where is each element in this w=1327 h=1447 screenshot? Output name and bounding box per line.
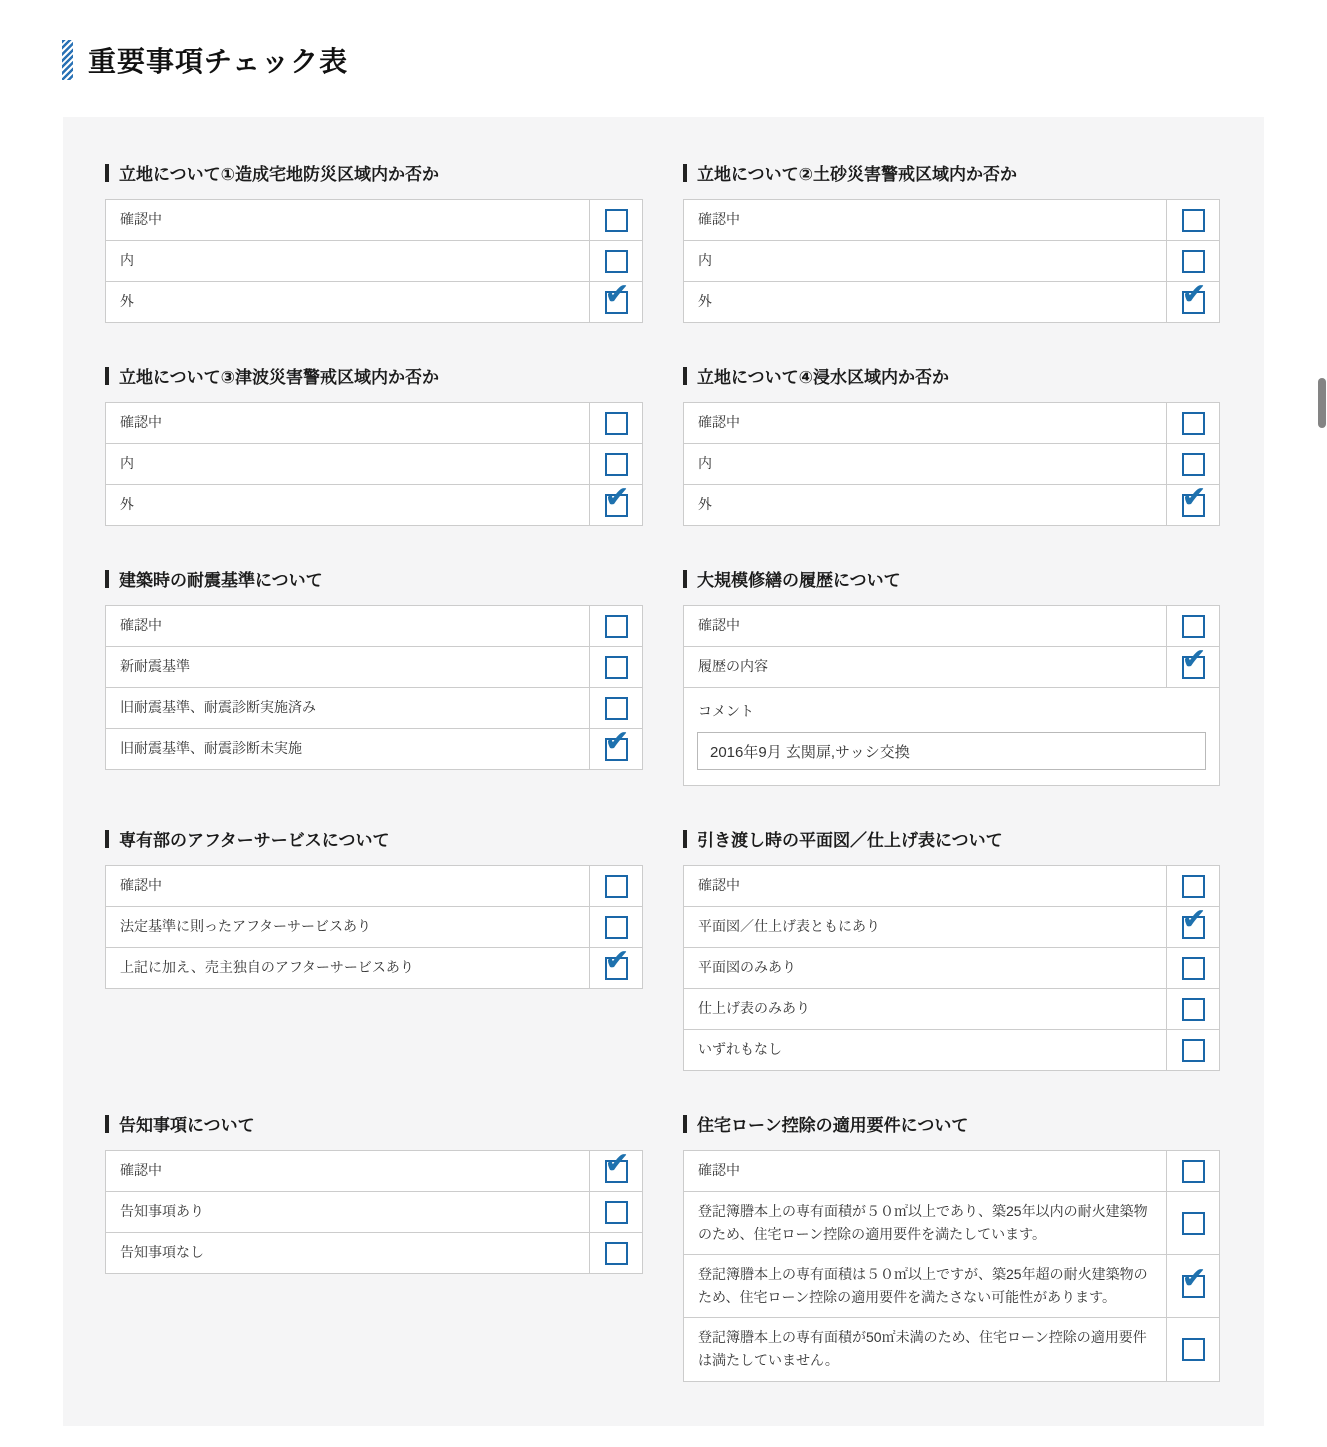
section-accent-bar (683, 830, 687, 848)
checkbox-cell[interactable] (1166, 241, 1219, 281)
row-label: 旧耐震基準、耐震診断未実施 (120, 740, 302, 757)
checkbox-cell[interactable] (589, 480, 642, 525)
section-accent-bar (683, 164, 687, 182)
checklist-section (683, 826, 1220, 1071)
checkmark-icon: ✔ (1181, 902, 1207, 936)
section-accent-bar (683, 1115, 687, 1133)
checkbox-cell[interactable] (589, 241, 642, 281)
section-header (105, 826, 643, 851)
row-label: 履歴の内容 (698, 658, 768, 675)
section-accent-bar (683, 570, 687, 588)
comment-label: コメント (698, 703, 754, 719)
row-label: 旧耐震基準、耐震診断実施済み (120, 699, 316, 716)
checkbox[interactable] (1182, 250, 1205, 273)
checkbox[interactable] (605, 453, 628, 476)
row-label: 内 (120, 455, 134, 472)
checkbox-cell[interactable] (589, 1192, 642, 1232)
row-label: 内 (698, 455, 712, 472)
checklist-section (683, 1111, 1220, 1382)
checklist-section (683, 363, 1220, 526)
checklist-table (683, 865, 1220, 1071)
row-label: 確認中 (698, 414, 740, 431)
section-header (683, 566, 1220, 591)
checklist-row (684, 902, 1219, 947)
title-accent-bar (62, 40, 73, 80)
section-header (105, 1111, 643, 1136)
checkbox[interactable] (1182, 615, 1205, 638)
section-accent-bar (105, 570, 109, 588)
section-title: 大規模修繕の履歴について (697, 571, 901, 590)
section-accent-bar (105, 164, 109, 182)
checkbox[interactable] (605, 250, 628, 273)
sections-grid (105, 160, 1220, 1382)
checkbox[interactable] (605, 697, 628, 720)
row-label: 平面図のみあり (698, 959, 796, 976)
checklist-row (106, 646, 642, 687)
page-title: 重要事項チェック表 (88, 46, 349, 77)
row-label: 仕上げ表のみあり (698, 1000, 810, 1017)
checklist-row (684, 443, 1219, 484)
checklist-row (684, 403, 1219, 443)
checklist-row (684, 1317, 1219, 1380)
checklist-table (105, 1146, 643, 1274)
section-header (683, 363, 1220, 388)
checkbox-cell[interactable] (589, 724, 642, 769)
checklist-section (683, 566, 1220, 786)
checkbox[interactable] (1182, 1338, 1205, 1361)
checklist-row (684, 606, 1219, 646)
checklist-row (106, 906, 642, 947)
checkbox[interactable] (604, 1146, 630, 1183)
checklist-row (684, 200, 1219, 240)
checklist-row (106, 606, 642, 646)
section-title: 立地について③津波災害警戒区域内か否か (119, 368, 440, 387)
checkbox-cell[interactable] (1166, 606, 1219, 646)
checkbox-cell[interactable] (589, 1146, 642, 1191)
checklist-table (105, 865, 643, 989)
checklist-row (684, 240, 1219, 281)
checkbox[interactable] (1181, 480, 1207, 517)
checkbox-cell[interactable] (1166, 1255, 1219, 1317)
section-title: 専有部のアフターサービスについて (119, 831, 390, 850)
row-label: 確認中 (698, 877, 740, 894)
checkbox-cell[interactable] (1166, 866, 1219, 906)
section-title: 引き渡し時の平面図／仕上げ表について (697, 831, 1003, 850)
row-label: 上記に加え、売主独自のアフターサービスあり (120, 959, 414, 976)
checkbox-cell[interactable] (1166, 277, 1219, 322)
checkbox[interactable] (1181, 277, 1207, 314)
checkbox-cell[interactable] (1166, 200, 1219, 240)
section-accent-bar (105, 1115, 109, 1133)
checkbox-cell[interactable] (589, 277, 642, 322)
section-title: 告知事項について (119, 1116, 255, 1135)
checkbox-cell[interactable] (589, 943, 642, 988)
row-label: 内 (120, 252, 134, 269)
checklist-row (684, 1191, 1219, 1254)
row-label: 登記簿謄本上の専有面積が50㎡未満のため、住宅ローン控除の適用要件は満たしていません。 (698, 1329, 1147, 1369)
checkmark-icon: ✔ (1181, 277, 1207, 311)
checkbox[interactable] (604, 277, 630, 314)
checklist-row (684, 947, 1219, 988)
checklist-table (105, 199, 643, 323)
checklist-row (684, 1254, 1219, 1317)
row-label: 確認中 (698, 617, 740, 634)
section-header (683, 826, 1220, 851)
checkbox-cell[interactable] (589, 866, 642, 906)
checkbox-cell[interactable] (1166, 1030, 1219, 1070)
row-label: 内 (698, 252, 712, 269)
checklist-row (106, 200, 642, 240)
scrollbar-thumb[interactable] (1318, 378, 1326, 428)
checkbox[interactable] (604, 480, 630, 517)
checklist-row (106, 443, 642, 484)
checkmark-icon: ✔ (604, 1146, 630, 1180)
checklist-row (106, 1146, 642, 1191)
row-label: 告知事項あり (120, 1203, 204, 1220)
checklist-panel (63, 117, 1264, 1426)
checklist-row (106, 866, 642, 906)
checklist-section (105, 363, 643, 526)
checkbox-cell[interactable] (589, 403, 642, 443)
checkbox-cell[interactable] (589, 647, 642, 687)
section-header (683, 1111, 1220, 1136)
section-title: 立地について①造成宅地防災区域内か否か (119, 165, 440, 184)
checkbox[interactable] (1182, 453, 1205, 476)
checklist-row (684, 866, 1219, 906)
checkbox[interactable] (1182, 957, 1205, 980)
checklist-row (106, 1191, 642, 1232)
checklist-row (684, 988, 1219, 1029)
row-label: 外 (120, 496, 134, 513)
checklist-section (105, 826, 643, 989)
row-label: 確認中 (698, 211, 740, 228)
section-title: 立地について④浸水区域内か否か (697, 368, 950, 387)
checklist-section (683, 160, 1220, 323)
section-header (105, 566, 643, 591)
page-header (62, 40, 1327, 80)
checkbox[interactable] (605, 209, 628, 232)
checkmark-icon: ✔ (604, 724, 630, 758)
row-label: 外 (698, 293, 712, 310)
checkbox[interactable] (1182, 1212, 1205, 1235)
section-accent-bar (683, 367, 687, 385)
checkbox-cell[interactable] (1166, 948, 1219, 988)
checklist-row (106, 240, 642, 281)
checkbox[interactable] (605, 916, 628, 939)
row-label: いずれもなし (698, 1041, 782, 1058)
checkbox-cell[interactable] (589, 200, 642, 240)
row-label: 確認中 (120, 211, 162, 228)
checkbox[interactable] (605, 1201, 628, 1224)
comment-input[interactable] (697, 732, 1206, 770)
checkbox[interactable] (1181, 1261, 1207, 1298)
checkbox-cell[interactable] (589, 1233, 642, 1273)
section-header (683, 160, 1220, 185)
checkmark-icon: ✔ (1181, 1261, 1207, 1295)
checklist-row (684, 1151, 1219, 1191)
checklist-row (106, 943, 642, 988)
checkbox-cell[interactable] (1166, 1151, 1219, 1191)
checkbox-cell[interactable] (589, 688, 642, 728)
checklist-section (105, 566, 643, 770)
checklist-table (683, 1150, 1220, 1382)
row-label: 外 (120, 293, 134, 310)
section-header (105, 160, 643, 185)
section-header (105, 363, 643, 388)
checkbox-cell[interactable] (1166, 1192, 1219, 1254)
row-label: 確認中 (120, 1162, 162, 1179)
checkbox[interactable] (605, 1242, 628, 1265)
row-label: 法定基準に則ったアフターサービスあり (120, 918, 372, 935)
comment-block (684, 687, 1219, 785)
checkbox[interactable] (604, 943, 630, 980)
checkbox-cell[interactable] (1166, 642, 1219, 687)
checklist-row (106, 724, 642, 769)
checkbox-cell[interactable] (1166, 989, 1219, 1029)
checkbox-cell[interactable] (1166, 403, 1219, 443)
row-label: 登記簿謄本上の専有面積は５０㎡以上ですが、築25年超の耐火建築物のため、住宅ローン控除の適用要件を満たさない可能性があります。 (698, 1266, 1148, 1306)
checklist-row (684, 480, 1219, 525)
checkbox[interactable] (1182, 209, 1205, 232)
checkmark-icon: ✔ (1181, 642, 1207, 676)
checklist-row (106, 403, 642, 443)
checkbox[interactable] (1181, 902, 1207, 939)
checkbox[interactable] (1182, 1160, 1205, 1183)
checkbox-cell[interactable] (1166, 902, 1219, 947)
checkbox[interactable] (1181, 642, 1207, 679)
checklist-section (105, 1111, 643, 1274)
checklist-section (105, 160, 643, 323)
section-title: 立地について②土砂災害警戒区域内か否か (697, 165, 1018, 184)
section-accent-bar (105, 830, 109, 848)
checkbox[interactable] (1182, 998, 1205, 1021)
checkbox[interactable] (604, 724, 630, 761)
checkbox-cell[interactable] (1166, 480, 1219, 525)
checkmark-icon: ✔ (604, 277, 630, 311)
section-title: 建築時の耐震基準について (119, 571, 323, 590)
checkbox-cell[interactable] (1166, 444, 1219, 484)
checklist-row (106, 687, 642, 728)
row-label: 確認中 (120, 877, 162, 894)
row-label: 確認中 (120, 617, 162, 634)
row-label: 告知事項なし (120, 1244, 204, 1261)
row-label: 外 (698, 496, 712, 513)
checkbox-cell[interactable] (589, 907, 642, 947)
checklist-row (106, 277, 642, 322)
checklist-table (105, 605, 643, 770)
row-label: 確認中 (120, 414, 162, 431)
section-title: 住宅ローン控除の適用要件について (697, 1116, 969, 1135)
section-accent-bar (105, 367, 109, 385)
checkmark-icon: ✔ (604, 943, 630, 977)
checklist-table (683, 199, 1220, 323)
checkbox[interactable] (1182, 1039, 1205, 1062)
checklist-row (106, 1232, 642, 1273)
checkbox[interactable] (1182, 875, 1205, 898)
checklist-table (683, 402, 1220, 526)
row-label: 確認中 (698, 1162, 740, 1179)
checkmark-icon: ✔ (1181, 480, 1207, 514)
checklist-row (684, 1029, 1219, 1070)
checkbox-cell[interactable] (589, 606, 642, 646)
checklist-table (683, 605, 1220, 786)
checkbox[interactable] (605, 875, 628, 898)
checkmark-icon: ✔ (604, 480, 630, 514)
checklist-row (684, 642, 1219, 687)
checkbox-cell[interactable] (589, 444, 642, 484)
checklist-table (105, 402, 643, 526)
checkbox[interactable] (1182, 412, 1205, 435)
checklist-row (106, 480, 642, 525)
checkbox[interactable] (605, 615, 628, 638)
checkbox-cell[interactable] (1166, 1318, 1219, 1380)
checkbox[interactable] (605, 412, 628, 435)
row-label: 登記簿謄本上の専有面積が５０㎡以上であり、築25年以内の耐火建築物のため、住宅ローン控除の適用要件を満たしています。 (698, 1203, 1148, 1243)
row-label: 新耐震基準 (120, 658, 190, 675)
checkbox[interactable] (605, 656, 628, 679)
checklist-row (684, 277, 1219, 322)
row-label: 平面図／仕上げ表ともにあり (698, 918, 880, 935)
